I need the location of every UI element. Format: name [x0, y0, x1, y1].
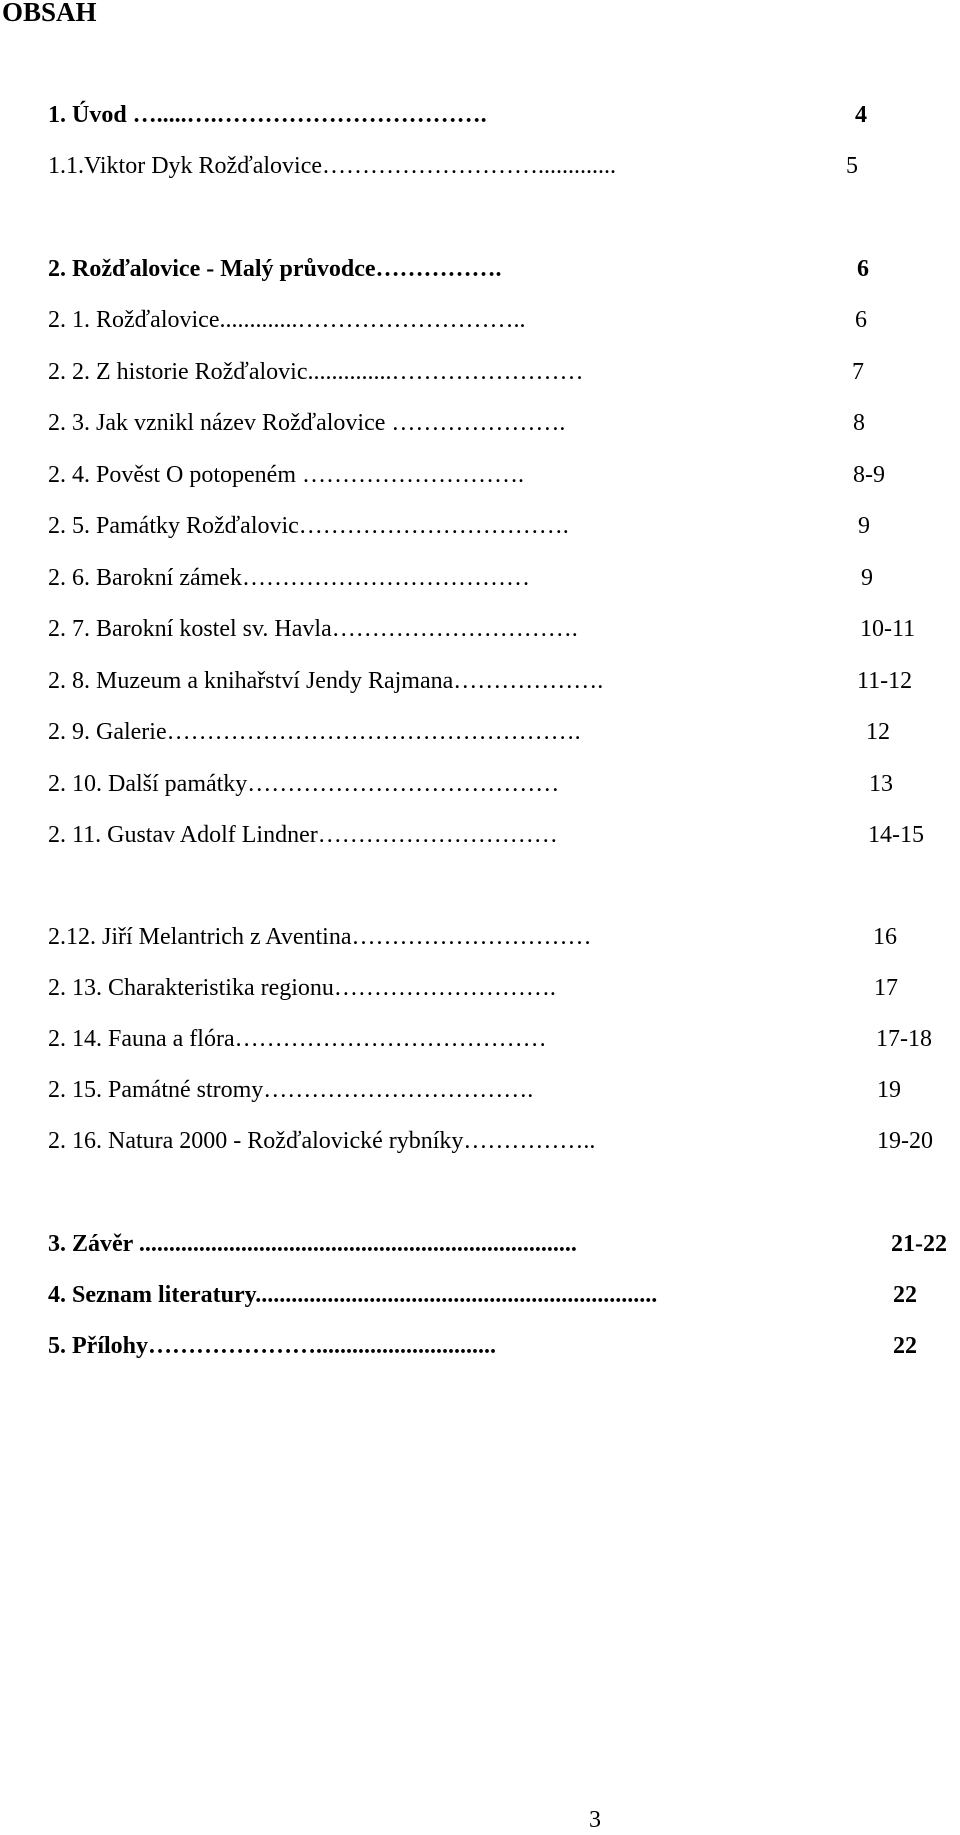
page-title: OBSAH — [2, 0, 97, 27]
toc-entry-page: 13 — [869, 771, 893, 797]
toc-entry-page: 6 — [857, 256, 869, 282]
toc-entry-text: 2. 9. Galerie……………………………………………. — [48, 719, 581, 745]
toc-entry-page: 11-12 — [857, 668, 913, 694]
toc-entry-text: 2. 13. Charakteristika regionu………………………. — [48, 975, 556, 1001]
toc-entry-text: 1. Úvod ….....….……………………………. — [48, 102, 487, 128]
toc-entry-page: 12 — [866, 719, 890, 745]
toc-entry-text: 2. 3. Jak vznikl název Rožďalovice …………………. — [48, 410, 566, 436]
toc-entry-text: 5. Přílohy………………….............................. — [48, 1333, 496, 1359]
toc-entry-page: 10-11 — [860, 616, 916, 642]
toc-entry-page: 22 — [893, 1282, 917, 1308]
toc-entry-text: 2. 16. Natura 2000 - Rožďalovické rybníky…………….. — [48, 1128, 596, 1154]
toc-entry-page: 8 — [853, 410, 865, 436]
toc-entry-page: 9 — [858, 513, 870, 539]
toc-entry-text: 2.12. Jiří Melantrich z Aventina………………………… — [48, 924, 592, 950]
toc-entry-page: 7 — [852, 359, 864, 385]
toc-entry-page: 9 — [861, 565, 873, 591]
toc-entry-text: 2. 10. Další památky………………………………… — [48, 771, 560, 797]
toc-entry-page: 6 — [855, 307, 867, 333]
toc-entry-text: 2. 11. Gustav Adolf Lindner………………………… — [48, 822, 558, 848]
toc-entry-page: 5 — [846, 153, 858, 179]
toc-entry-text: 4. Seznam literatury................................................................... — [48, 1282, 658, 1308]
toc-entry-text: 2. 1. Rožďalovice.............……………………….. — [48, 307, 526, 333]
toc-entry-page: 21-22 — [891, 1231, 947, 1257]
toc-entry-text: 2. 5. Památky Rožďalovic……………………………. — [48, 513, 569, 539]
toc-entry-text: 2. 4. Pověst O potopeném ………………………. — [48, 462, 524, 488]
toc-entry-text: 1.1.Viktor Dyk Rožďalovice………………………............. — [48, 153, 617, 179]
toc-entry-page: 14-15 — [868, 822, 924, 848]
toc-entry-page: 19 — [877, 1077, 901, 1103]
toc-entry-text: 2. 2. Z historie Rožďalovic..............…………………… — [48, 359, 584, 385]
toc-entry-page: 16 — [873, 924, 897, 950]
toc-entry-page: 19-20 — [877, 1128, 933, 1154]
toc-entry-page: 22 — [893, 1333, 917, 1359]
toc-entry-page: 8-9 — [853, 462, 885, 488]
toc-entry-text: 3. Závěr ......................................................................... — [48, 1231, 577, 1257]
toc-entry-text: 2. 15. Památné stromy……………………………. — [48, 1077, 534, 1103]
toc-entry-text: 2. Rožďalovice - Malý průvodce……………. — [48, 256, 502, 282]
toc-entry-page: 4 — [855, 102, 867, 128]
toc-entry-text: 2. 14. Fauna a flóra………………………………… — [48, 1026, 547, 1052]
toc-entry-text: 2. 7. Barokní kostel sv. Havla…………………………. — [48, 616, 578, 642]
page-number: 3 — [589, 1807, 601, 1833]
toc-entry-text: 2. 6. Barokní zámek……………………………… — [48, 565, 530, 591]
toc-entry-text: 2. 8. Muzeum a knihařství Jendy Rajmana………………. — [48, 668, 604, 694]
toc-entry-page: 17-18 — [876, 1026, 932, 1052]
toc-entry-page: 17 — [874, 975, 898, 1001]
